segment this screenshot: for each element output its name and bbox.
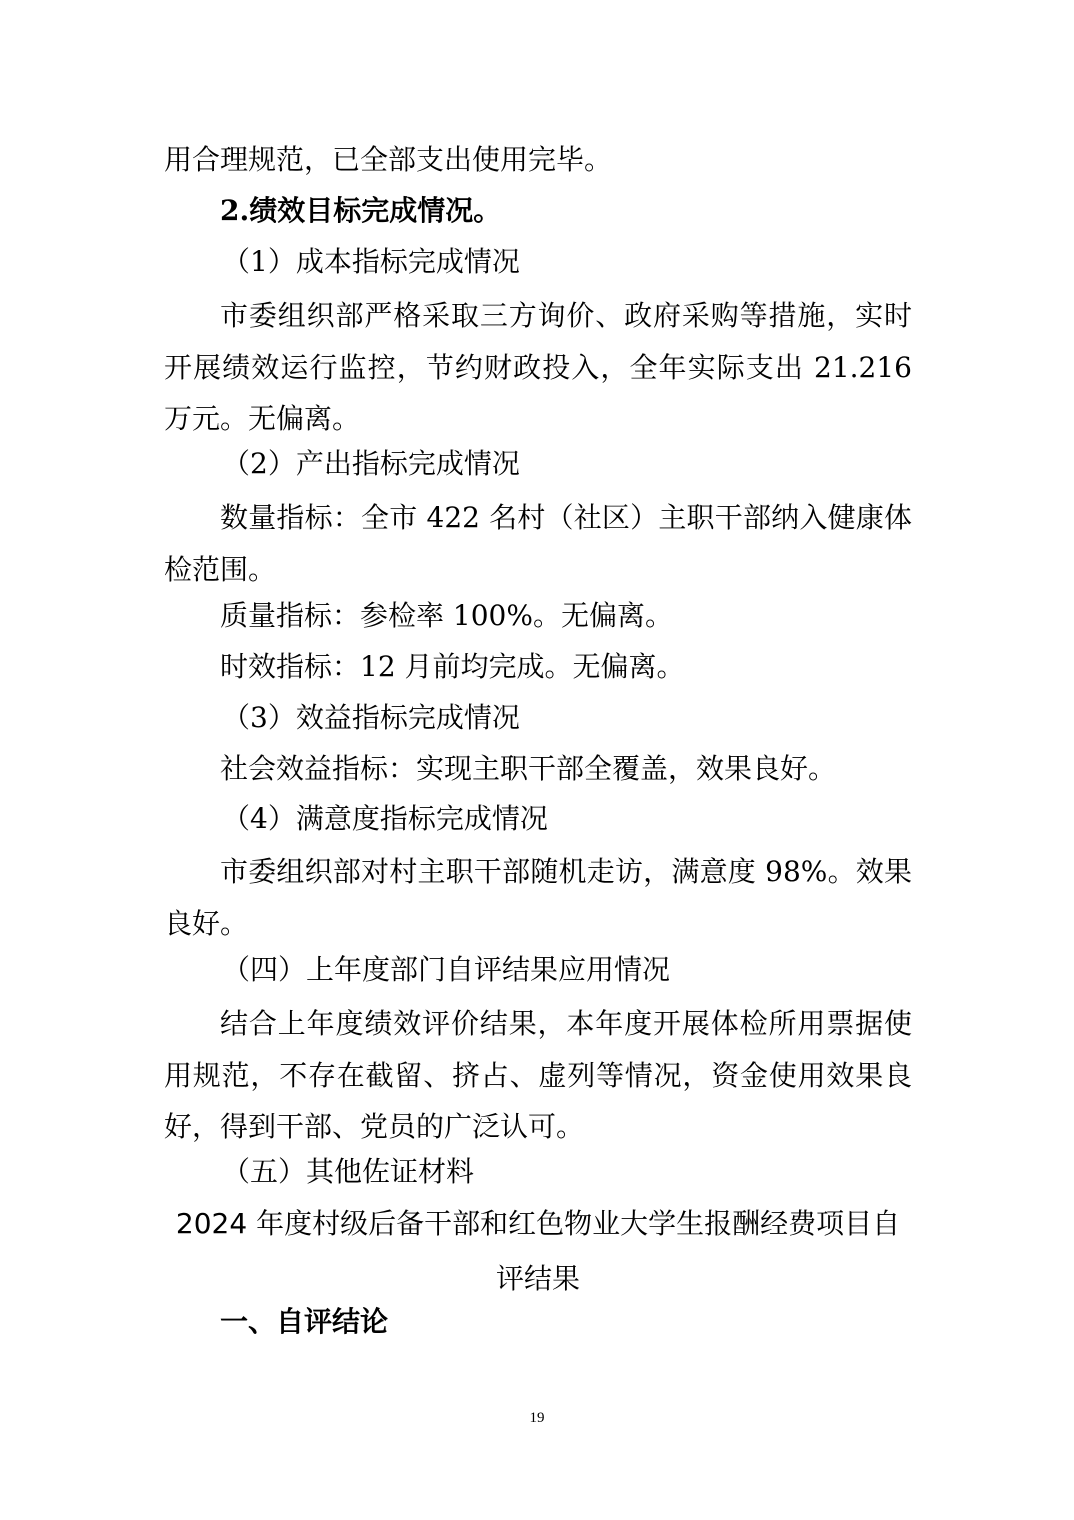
- paragraph-quantity-indicator: 数量指标：全市 422 名村（社区）主职干部纳入健康体检范围。: [164, 501, 912, 586]
- section-heading-performance-goals: 2.绩效目标完成情况。: [220, 194, 502, 227]
- section-heading-self-evaluation-conclusion: 一、自评结论: [220, 1305, 389, 1338]
- paragraph-satisfaction: 市委组织部对村主职干部随机走访，满意度 98%。效果良好。: [164, 855, 912, 940]
- subheading-satisfaction-indicator: （4）满意度指标完成情况: [222, 802, 548, 835]
- text-line: 用合理规范，已全部支出使用完毕。: [164, 143, 613, 176]
- subheading-previous-year-results: （四）上年度部门自评结果应用情况: [222, 953, 671, 986]
- paragraph-cost-indicator: 市委组织部严格采取三方询价、政府采购等措施，实时开展绩效运行监控，节约财政投入，全年实际支出 21.216 万元。无偏离。: [164, 299, 912, 435]
- paragraph-previous-year-results: 结合上年度绩效评价结果，本年度开展体检所用票据使用规范，不存在截留、挤占、虚列等情况，资金使用效果良好，得到干部、党员的广泛认可。: [164, 1007, 912, 1143]
- subheading-other-evidence: （五）其他佐证材料: [222, 1155, 475, 1188]
- subheading-cost-indicator: （1）成本指标完成情况: [222, 245, 520, 278]
- subheading-output-indicator: （2）产出指标完成情况: [222, 447, 520, 480]
- text-social-benefit-indicator: 社会效益指标：实现主职干部全覆盖，效果良好。: [220, 752, 837, 785]
- text-timeliness-indicator: 时效指标：12 月前均完成。无偏离。: [220, 650, 685, 683]
- subheading-benefit-indicator: （3）效益指标完成情况: [222, 701, 520, 734]
- page-number: 19: [529, 1410, 545, 1426]
- project-title: 2024 年度村级后备干部和红色物业大学生报酬经费项目自评结果: [175, 1207, 901, 1295]
- text-quality-indicator: 质量指标：参检率 100%。无偏离。: [220, 599, 673, 632]
